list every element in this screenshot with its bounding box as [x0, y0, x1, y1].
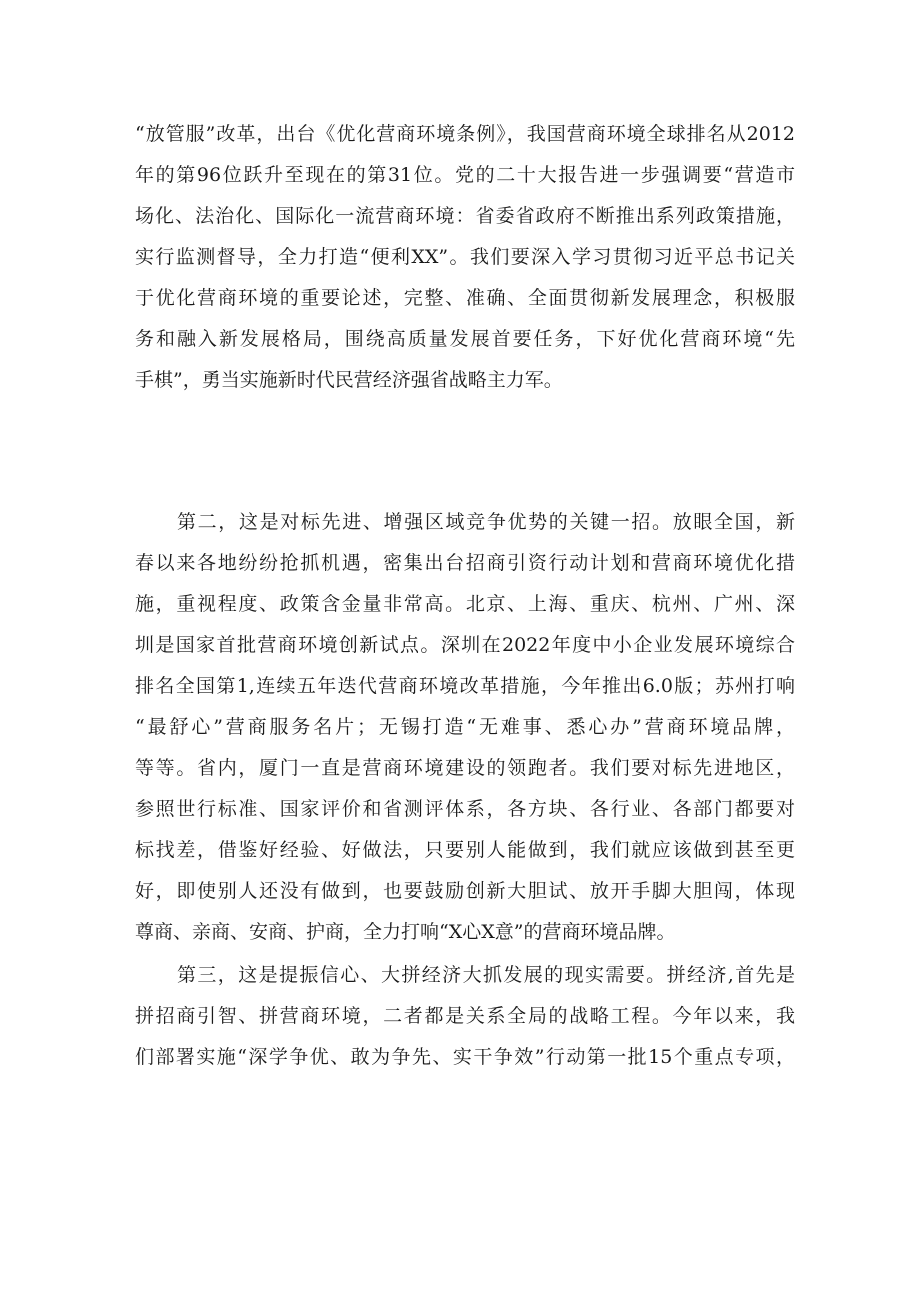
text-line: 于优化营商环境的重要论述，完整、准确、全面贯彻新发展理念，积极服	[135, 287, 795, 309]
text-line: 春以来各地纷纷抢抓机遇，密集出台招商引资行动计划和营商环境优化措	[135, 552, 795, 574]
text-line: 们部署实施“深学争优、敢为争先、实干争效”行动第一批15个重点专项，	[135, 1046, 795, 1068]
text-line: 圳是国家首批营商环境创新试点。深圳在2022年度中小企业发展环境综合	[135, 634, 795, 656]
text-line: 拼招商引智、拼营商环境，二者都是关系全局的战略工程。今年以来，我	[135, 1005, 795, 1027]
text-line: 标找差，借鉴好经验、好做法，只要别人能做到，我们就应该做到甚至更	[135, 839, 795, 861]
text-line: 排名全国第1,连续五年迭代营商环境改革措施，今年推出6.0版；苏州打响	[135, 675, 795, 697]
text-line: 施，重视程度、政策含金量非常高。北京、上海、重庆、杭州、广州、深	[135, 593, 795, 615]
text-line: “放管服”改革，出台《优化营商环境条例》，我国营商环境全球排名从2012	[135, 123, 795, 145]
text-line: 参照世行标准、国家评价和省测评体系，各方块、各行业、各部门都要对	[135, 798, 795, 820]
text-line: 手棋”，勇当实施新时代民营经济强省战略主力军。	[135, 369, 563, 391]
text-line: 好，即使别人还没有做到，也要鼓励创新大胆试、放开手脚大胆闯，体现	[135, 880, 795, 902]
text-line: 尊商、亲商、安商、护商，全力打响“X心X意”的营商环境品牌。	[135, 921, 676, 943]
text-line: 年的第96位跃升至现在的第31位。党的二十大报告进一步强调要“营造市	[135, 164, 795, 186]
text-line: 务和融入新发展格局，围绕高质量发展首要任务，下好优化营商环境“先	[135, 328, 795, 350]
text-line: 场化、法治化、国际化一流营商环境：省委省政府不断推出系列政策措施，	[135, 205, 795, 227]
text-line: 实行监测督导，全力打造“便利XX”。我们要深入学习贯彻习近平总书记关	[135, 246, 795, 268]
text-line: 第二，这是对标先进、增强区域竞争优势的关键一招。放眼全国，新	[177, 511, 795, 533]
text-line: 第三，这是提振信心、大拼经济大抓发展的现实需要。拼经济,首先是	[177, 964, 795, 986]
text-line: 等等。省内，厦门一直是营商环境建设的领跑者。我们要对标先进地区，	[135, 757, 795, 779]
text-line: “最舒心”营商服务名片；无锡打造“无难事、悉心办”营商环境品牌，	[135, 716, 795, 738]
